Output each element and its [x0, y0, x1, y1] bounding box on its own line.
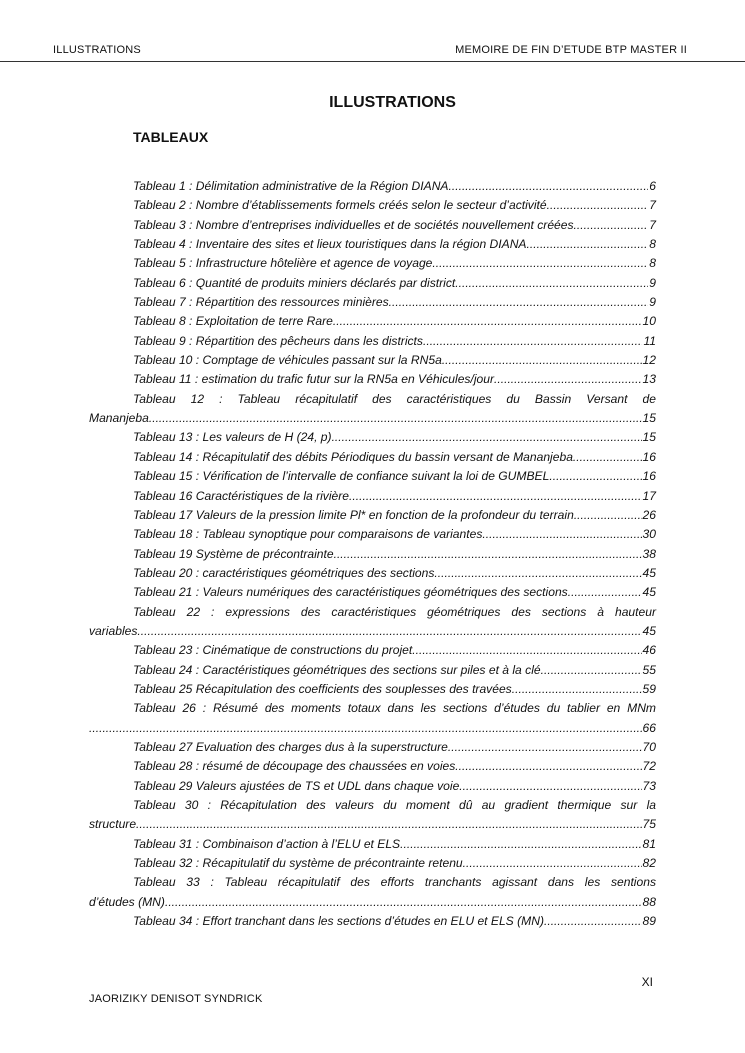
toc-entry-text: Tableau 10 : Comptage de véhicules passant sur la RN5a — [133, 353, 442, 368]
toc-entry[interactable] — [89, 254, 656, 273]
toc-entry-text: Tableau 32 : Récapitulatif du système de précontrainte retenu — [133, 856, 463, 871]
leader-dots — [573, 448, 642, 467]
leader-dots — [449, 177, 649, 196]
section-heading: TABLEAUX — [133, 129, 209, 145]
toc-entry-text: Tableau 29 Valeurs ajustées de TS et UDL dans chaque voie. — [133, 778, 463, 793]
page-number: XI — [641, 975, 653, 989]
leader-dots — [544, 661, 642, 680]
toc-entry[interactable] — [89, 699, 656, 738]
toc-entry[interactable] — [89, 332, 656, 351]
toc-entry[interactable] — [89, 796, 656, 835]
toc-entry-text: Tableau 25 Récapitulation des coefficients des souplesses des travées — [133, 681, 512, 696]
leader-dots — [448, 738, 642, 757]
toc-entry[interactable] — [89, 854, 656, 873]
toc-entry-page: 45 — [642, 623, 656, 638]
toc-entry[interactable] — [89, 603, 656, 642]
toc-entry-text: Tableau 28 : résumé de découpage des chaussées en voies — [133, 759, 456, 774]
toc-entry[interactable] — [89, 370, 656, 389]
toc-entry-text: Tableau 11 : estimation du trafic futur sur la RN5a en Véhicules/jour — [133, 372, 494, 387]
toc-entry-text: Tableau 15 : Vérification de l’intervalle de confiance suivant la loi de GUMBEL — [133, 469, 550, 484]
leader-dots — [89, 719, 642, 738]
toc-entry-text: Tableau 30 : Récapitulation des valeurs du moment dû au gradient thermique sur la — [133, 798, 656, 812]
table-of-figures — [89, 177, 656, 931]
leader-dots — [455, 274, 648, 293]
toc-entry[interactable] — [89, 680, 656, 699]
leader-dots — [442, 351, 642, 370]
toc-entry-text: Tableau 21 : Valeurs numériques des caractéristiques géométriques des sections — [133, 585, 568, 600]
leader-dots — [512, 680, 642, 699]
toc-entry[interactable] — [89, 274, 656, 293]
toc-entry[interactable] — [89, 390, 656, 429]
toc-entry-page: 59 — [642, 681, 656, 696]
leader-dots — [544, 912, 642, 931]
toc-entry[interactable] — [89, 487, 656, 506]
leader-dots — [349, 487, 642, 506]
leader-dots — [482, 525, 641, 544]
leader-dots — [137, 622, 641, 641]
leader-dots — [527, 235, 649, 254]
toc-entry-text-cont: structure — [89, 817, 137, 832]
toc-entry-text: Tableau 18 : Tableau synoptique pour comparaisons de variantes — [133, 527, 483, 542]
toc-entry-text: Tableau 31 : Combinaison d’action à l’ELU et ELS — [133, 836, 401, 851]
page-header-left: ILLUSTRATIONS — [53, 44, 141, 56]
toc-entry[interactable] — [89, 506, 656, 525]
toc-entry-page: 72 — [642, 759, 656, 774]
toc-entry-text: Tableau 24 : Caractéristiques géométriques des sections sur piles et à la clé. — [133, 662, 544, 677]
toc-entry-page: 45 — [642, 565, 656, 580]
toc-entry-page: 11 — [643, 333, 656, 348]
header-rule — [0, 61, 745, 62]
toc-entry-page: 7 — [649, 217, 656, 232]
toc-entry[interactable] — [89, 196, 656, 215]
leader-dots — [136, 815, 642, 834]
toc-entry-text: Tableau 23 : Cinématique de constructions du projet — [133, 643, 413, 658]
toc-entry-text: Tableau 8 : Exploitation de terre Rare — [133, 314, 333, 329]
toc-entry-page: 30 — [642, 527, 656, 542]
leader-dots — [547, 196, 649, 215]
toc-entry[interactable] — [89, 177, 656, 196]
toc-entry-page: 89 — [642, 914, 656, 929]
toc-entry-text: Tableau 22 : expressions des caractéristiques géométriques des sections à hauteur — [133, 604, 656, 619]
toc-entry-page: 75 — [642, 817, 656, 832]
toc-entry-page: 66 — [642, 720, 656, 735]
leader-dots — [400, 835, 641, 854]
toc-entry-text: Tableau 4 : Inventaire des sites et lieux touristiques dans la région DIANA — [133, 237, 527, 252]
toc-entry-text: Tableau 2 : Nombre d’établissements formels créés selon le secteur d’activité — [133, 198, 547, 213]
page-footer: JAORIZIKY DENISOT SYNDRICK — [89, 993, 263, 1005]
toc-entry-text: Tableau 27 Evaluation des charges dus à la superstructure — [133, 739, 448, 754]
toc-entry-page: 9 — [649, 275, 656, 290]
toc-entry-page: 16 — [642, 449, 656, 464]
toc-entry-text: Tableau 1 : Délimitation administrative de la Région DIANA — [133, 179, 449, 193]
toc-entry[interactable] — [89, 757, 656, 776]
toc-entry-text: Tableau 17 Valeurs de la pression limite Pl* en fonction de la profondeur du terrain — [133, 507, 574, 522]
toc-entry-text-cont: Mananjeba — [89, 411, 149, 426]
toc-entry-text: Tableau 20 : caractéristiques géométriques des sections — [133, 565, 435, 580]
toc-entry-page: 38 — [642, 546, 656, 561]
toc-entry[interactable] — [89, 661, 656, 680]
leader-dots — [333, 312, 642, 331]
leader-dots — [434, 564, 641, 583]
toc-entry[interactable] — [89, 777, 656, 796]
toc-entry-page: 7 — [649, 198, 656, 213]
leader-dots — [412, 641, 641, 660]
leader-dots — [568, 583, 642, 602]
toc-entry[interactable] — [89, 835, 656, 854]
toc-entry[interactable] — [89, 467, 656, 486]
leader-dots — [455, 757, 641, 776]
toc-entry-page: 15 — [642, 411, 656, 426]
toc-entry[interactable] — [89, 293, 656, 312]
leader-dots — [423, 332, 642, 351]
toc-entry-text: Tableau 14 : Récapitulatif des débits Périodiques du bassin versant de Mananjeba — [133, 449, 573, 464]
toc-entry-page: 6 — [649, 179, 656, 193]
toc-entry-page: 16 — [642, 469, 656, 484]
toc-entry-page: 45 — [642, 585, 656, 600]
toc-entry[interactable] — [89, 545, 656, 564]
toc-entry[interactable] — [89, 738, 656, 757]
toc-entry-page: 8 — [649, 237, 656, 252]
toc-entry-text: Tableau 5 : Infrastructure hôtelière et agence de voyage — [133, 256, 433, 271]
toc-entry[interactable] — [89, 235, 656, 254]
toc-entry-text: Tableau 26 : Résumé des moments totaux dans les sections d’études du tablier en MNm — [133, 701, 656, 716]
toc-entry[interactable] — [89, 525, 656, 544]
toc-entry-page: 82 — [642, 856, 656, 871]
toc-entry-text: Tableau 12 : Tableau récapitulatif des caractéristiques du Bassin Versant de — [133, 391, 656, 406]
toc-entry-page: 26 — [642, 507, 656, 522]
toc-entry[interactable] — [89, 641, 656, 660]
leader-dots — [577, 216, 648, 235]
toc-entry-page: 70 — [642, 739, 656, 754]
toc-entry-text: Tableau 3 : Nombre d’entreprises individuelles et de sociétés nouvellement créées. — [133, 217, 577, 232]
toc-entry[interactable] — [89, 351, 656, 370]
toc-entry-text-cont: d’études (MN) — [89, 894, 165, 909]
toc-entry-text: Tableau 7 : Répartition des ressources minières. — [133, 295, 393, 310]
toc-entry-page: 55 — [642, 662, 656, 677]
leader-dots — [334, 545, 642, 564]
leader-dots — [574, 506, 642, 525]
toc-entry[interactable] — [89, 583, 656, 602]
toc-entry[interactable] — [89, 216, 656, 235]
toc-entry-text: Tableau 33 : Tableau récapitulatif des efforts tranchants agissant dans les sentions — [133, 875, 656, 890]
leader-dots — [392, 293, 648, 312]
toc-entry-text: Tableau 19 Système de précontrainte — [133, 546, 334, 561]
toc-entry-text-cont: variables — [89, 623, 138, 638]
toc-entry[interactable] — [89, 873, 656, 912]
toc-entry-page: 9 — [649, 295, 656, 310]
leader-dots — [463, 854, 642, 873]
leader-dots — [332, 428, 642, 447]
toc-entry[interactable] — [89, 428, 656, 447]
toc-entry[interactable] — [89, 448, 656, 467]
toc-entry-text: Tableau 9 : Répartition des pêcheurs dans les districts — [133, 333, 423, 348]
toc-entry-text: Tableau 34 : Effort tranchant dans les sections d’études en ELU et ELS (MN) — [133, 914, 544, 929]
leader-dots — [165, 893, 642, 912]
toc-entry-page: 88 — [642, 894, 656, 909]
leader-dots — [463, 777, 642, 796]
toc-entry-page: 10 — [642, 314, 656, 329]
toc-entry-page: 8 — [649, 256, 656, 271]
toc-entry-page: 17 — [642, 488, 656, 503]
page-header-right: MEMOIRE DE FIN D’ETUDE BTP MASTER II — [455, 44, 687, 56]
toc-entry-page: 15 — [642, 430, 656, 445]
toc-entry-page: 12 — [642, 353, 656, 368]
page-title: ILLUSTRATIONS — [329, 94, 456, 111]
leader-dots — [149, 409, 642, 428]
toc-entry-text: Tableau 13 : Les valeurs de H (24, p) — [133, 430, 332, 445]
toc-entry-page: 73 — [642, 778, 656, 793]
toc-entry-page: 46 — [642, 643, 656, 658]
leader-dots — [494, 370, 642, 389]
toc-entry-text: Tableau 16 Caractéristiques de la rivière — [133, 488, 350, 503]
toc-entry[interactable] — [89, 564, 656, 583]
toc-entry[interactable] — [89, 312, 656, 331]
leader-dots — [432, 254, 648, 273]
toc-entry[interactable] — [89, 912, 656, 931]
toc-entry-page: 13 — [642, 372, 656, 387]
toc-entry-page: 81 — [642, 836, 656, 851]
leader-dots — [549, 467, 641, 486]
toc-entry-text: Tableau 6 : Quantité de produits miniers déclarés par district — [133, 275, 456, 290]
